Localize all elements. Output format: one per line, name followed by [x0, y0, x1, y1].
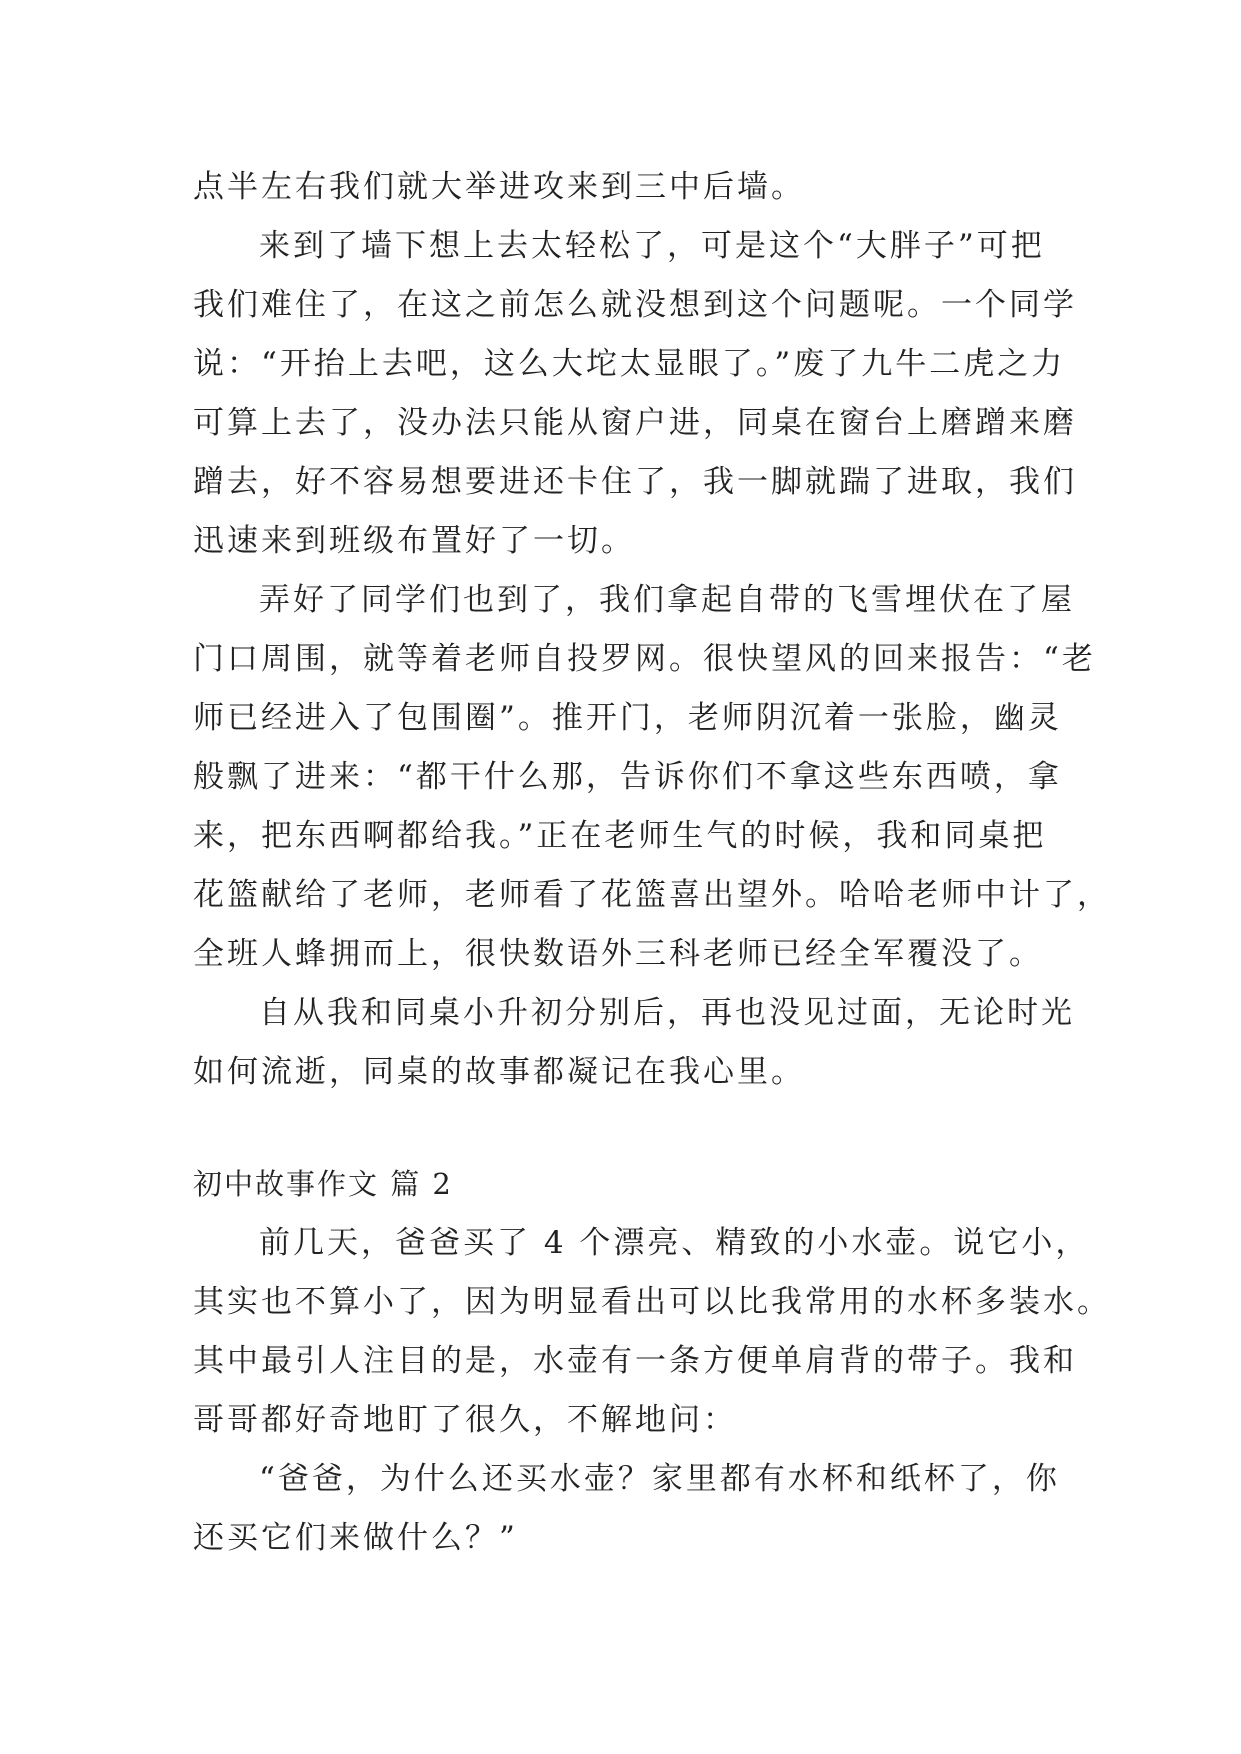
text-line: 般飘了进来：“都干什么那，告诉你们不拿这些东西喷，拿 [193, 759, 1062, 795]
paragraph [193, 1214, 1111, 1450]
text-line: 蹭去，好不容易想要进还卡住了，我一脚就踹了进取，我们 [193, 464, 1077, 500]
text-line: 自从我和同桌小升初分别后，再也没见过面，无论时光 [259, 995, 1075, 1031]
text-line: 说：“开抬上去吧，这么大坨太显眼了。”废了九牛二虎之力 [193, 346, 1066, 382]
section-heading: 初中故事作文 篇 2 [193, 1167, 453, 1201]
section-spacer [193, 1102, 1053, 1155]
paragraph [193, 984, 1075, 1102]
text-line: 其实也不算小了，因为明显看出可以比我常用的水杯多装水。 [193, 1284, 1111, 1320]
text-line: 弄好了同学们也到了，我们拿起自带的飞雪埋伏在了屋 [259, 582, 1075, 618]
text-line: 来到了墙下想上去太轻松了，可是这个“大胖子”可把 [259, 228, 1045, 264]
text-line: 门口周围，就等着老师自投罗网。很快望风的回来报告：“老 [193, 641, 1096, 677]
paragraph [193, 1450, 1060, 1568]
text-line: 还买它们来做什么？” [193, 1520, 518, 1556]
text-line: 可算上去了，没办法只能从窗户进，同桌在窗台上磨蹭来磨 [193, 405, 1077, 441]
text-line: 如何流逝，同桌的故事都凝记在我心里。 [193, 1054, 805, 1090]
text-line: 迅速来到班级布置好了一切。 [193, 523, 635, 559]
text-line: 来，把东西啊都给我。”正在老师生气的时候，我和同桌把 [193, 818, 1047, 854]
text-line: 其中最引人注目的是，水壶有一条方便单肩背的带子。我和 [193, 1343, 1077, 1379]
paragraph [193, 217, 1077, 571]
text-line: 全班人蜂拥而上，很快数语外三科老师已经全军覆没了。 [193, 936, 1043, 972]
document-page [193, 158, 1111, 1568]
text-line: “爸爸，为什么还买水壶？家里都有水杯和纸杯了，你 [259, 1461, 1060, 1497]
paragraph [193, 158, 1053, 217]
text-line: 前几天，爸爸买了 4 个漂亮、精致的小水壶。说它小， [259, 1225, 1090, 1261]
text-line: 师已经进入了包围圈”。推开门，老师阴沉着一张脸，幽灵 [193, 700, 1062, 736]
text-line: 花篮献给了老师，老师看了花篮喜出望外。哈哈老师中计了， [193, 877, 1111, 913]
text-line: 我们难住了，在这之前怎么就没想到这个问题呢。一个同学 [193, 287, 1077, 323]
text-line: 点半左右我们就大举进攻来到三中后墙。 [193, 169, 805, 205]
paragraph [193, 571, 1111, 984]
text-line: 哥哥都好奇地盯了很久，不解地问： [193, 1402, 737, 1438]
